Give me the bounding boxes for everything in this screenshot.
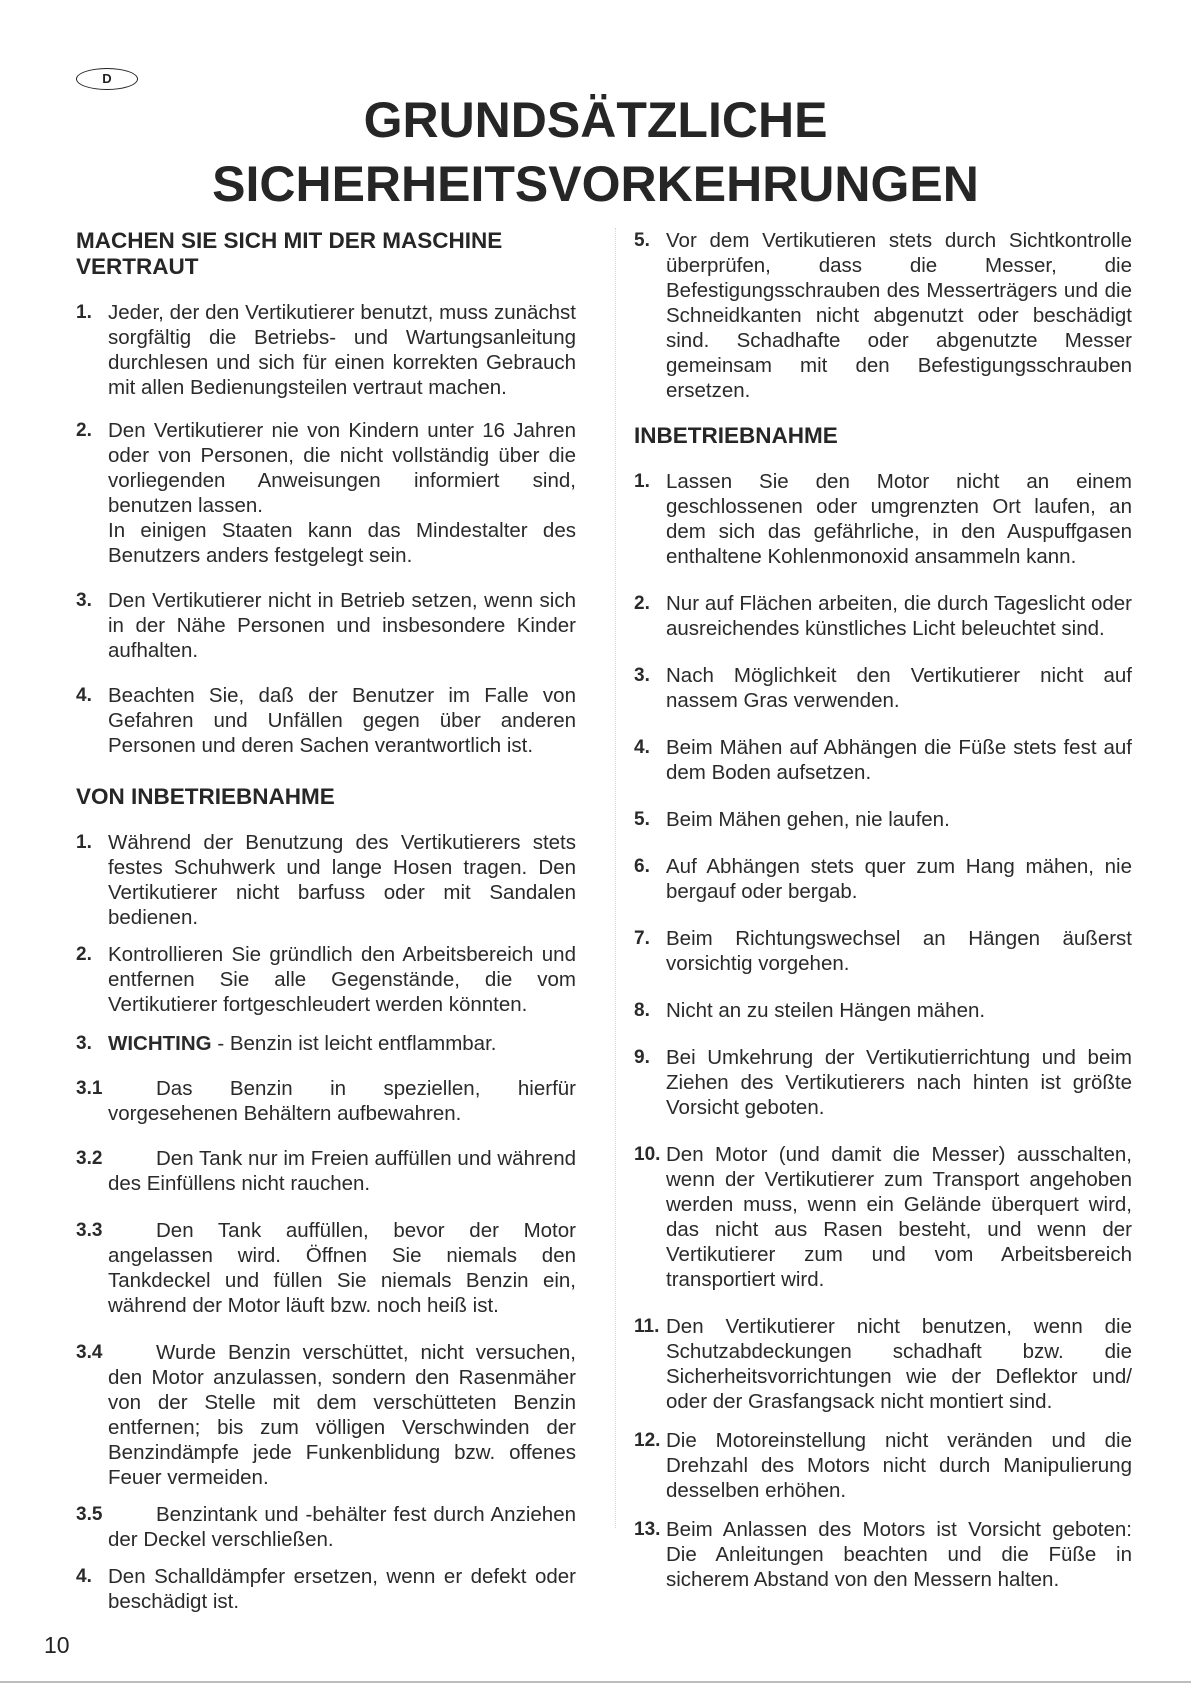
item-text: Nach Möglichkeit den Vertikutierer nicht auf nassem Gras verwenden.: [666, 664, 1132, 712]
item-text: Jeder, der den Vertikutierer benutzt, muss zunächst sorgfältig die Betriebs- und Wartungsanleitung durchlesen und sich für einen korrekten Gebrauch mit allen Bedienungsteilen vertraut machen.: [108, 301, 576, 399]
item-number: 9.: [634, 1047, 650, 1068]
list-item: [634, 228, 1132, 403]
list-item: [76, 300, 576, 400]
list-item: [76, 1031, 576, 1056]
list-item: [76, 1340, 576, 1490]
item-text: - Benzin ist leicht entflammbar.: [211, 1032, 497, 1055]
item-text: Beim Richtungswechsel an Hängen äußerst vorsichtig vorgehen.: [666, 927, 1132, 975]
list-item: [634, 591, 1132, 641]
list-item: [76, 1564, 576, 1614]
list-item: [634, 1314, 1132, 1414]
item-text: Benzintank und -behälter fest durch Anziehen der Deckel verschließen.: [108, 1503, 576, 1551]
list-item: [76, 942, 576, 1017]
list-item: [634, 1142, 1132, 1292]
item-text: Den Tank nur im Freien auffüllen und während des Einfüllens nicht rauchen.: [108, 1147, 576, 1195]
list-item: [634, 926, 1132, 976]
list-item: [634, 469, 1132, 569]
item-number: 1.: [634, 471, 650, 492]
item-text: Wurde Benzin verschüttet, nicht versuchen, den Motor anzulassen, sondern den Rasenmäher von der Stelle mit dem verschütteten Benzin entfernen; bis zum völligen Verschwinden der Benzindämpfe jede Funkenblidung bzw. offenes Feuer vermeiden.: [108, 1341, 576, 1489]
item-text: Nur auf Flächen arbeiten, die durch Tageslicht oder ausreichendes künstliches Licht beleuchtet sind.: [666, 592, 1132, 640]
list-item: [634, 1428, 1132, 1503]
list-item: [76, 588, 576, 663]
item-number: 4.: [76, 1566, 92, 1587]
item-number: 5.: [634, 230, 650, 251]
list-item: [634, 807, 1132, 832]
item-number: 11.: [634, 1316, 660, 1337]
item-text: Den Vertikutierer nie von Kindern unter 16 Jahren oder von Personen, die nicht vollständig über die vorliegenden Anweisungen informiert sind, benutzen lassen.: [108, 419, 576, 517]
item-number: 1.: [76, 302, 92, 323]
item-text: Während der Benutzung des Vertikutierers stets festes Schuhwerk und lange Hosen tragen. Den Vertikutierer nicht barfuss oder mit Sandalen bedienen.: [108, 831, 576, 929]
item-number: 3.1: [76, 1078, 103, 1099]
list-item: [634, 735, 1132, 785]
page-title: [0, 88, 1191, 216]
list-item: [76, 1218, 576, 1318]
item-note: In einigen Staaten kann das Mindestalter des Benutzers anders festgelegt sein.: [108, 519, 576, 567]
section-heading-before-operation: VON INBETRIEBNAHME: [76, 784, 335, 809]
right-column: [634, 228, 1132, 1612]
page-number: 10: [44, 1632, 70, 1658]
item-number: 6.: [634, 856, 650, 877]
item-number: 2.: [634, 593, 650, 614]
list-item: [634, 854, 1132, 904]
item-number: 2.: [76, 420, 92, 441]
item-number: 8.: [634, 1000, 650, 1021]
list-item: [76, 1076, 576, 1126]
item-text: Den Motor (und damit die Messer) ausschalten, wenn der Vertikutierer zum Transport angehoben werden muss, wenn ein Gelände überquert wird, das nicht aus Rasen besteht, und wenn der Vertikutierer zum und vom Arbeitsbereich transportiert wird.: [666, 1143, 1132, 1291]
item-text: Die Motoreinstellung nicht veränden und die Drehzahl des Motors nicht durch Manipulierung desselben erhöhen.: [666, 1429, 1132, 1502]
item-number: 1.: [76, 832, 92, 853]
item-number: 3.2: [76, 1148, 103, 1169]
item-text: Den Tank auffüllen, bevor der Motor angelassen wird. Öffnen Sie niemals den Tankdeckel und füllen Sie niemals Benzin ein, während der Motor läuft bzw. noch heiß ist.: [108, 1219, 576, 1317]
section-heading-familiarize: MACHEN SIE SICH MIT DER MASCHINE VERTRAUT: [76, 228, 503, 279]
list-item: [634, 998, 1132, 1023]
title-line-1: GRUNDSÄTZLICHE: [363, 92, 828, 148]
item-number: 7.: [634, 928, 650, 949]
item-number: 3.4: [76, 1342, 103, 1363]
item-text: Den Vertikutierer nicht in Betrieb setzen, wenn sich in der Nähe Personen und insbesondere Kinder aufhalten.: [108, 589, 576, 662]
list-item: [76, 418, 576, 568]
item-number: 4.: [634, 737, 650, 758]
item-text: Den Schalldämpfer ersetzen, wenn er defekt oder beschädigt ist.: [108, 1565, 576, 1613]
item-number: 2.: [76, 944, 92, 965]
item-text: Lassen Sie den Motor nicht an einem geschlossenen oder umgrenzten Ort laufen, an dem sich das gefährliche, in den Auspuffgasen enthaltene Kohlenmonoxid ansammeln kann.: [666, 470, 1132, 568]
item-text: Den Vertikutierer nicht benutzen, wenn die Schutzabdeckungen schadhaft bzw. die Sicherheitsvorrichtungen wie der Deflektor und/ oder der Grasfangsack nicht montiert sind.: [666, 1315, 1132, 1413]
item-number: 4.: [76, 685, 92, 706]
list-item: [76, 1502, 576, 1552]
item-number: 13.: [634, 1519, 661, 1540]
item-number: 10.: [634, 1144, 661, 1165]
item-number: 3.3: [76, 1220, 103, 1241]
list-item: [76, 830, 576, 930]
item-number: 3.: [76, 1033, 92, 1054]
warning-label: WICHTING: [108, 1032, 212, 1055]
item-text: Beim Anlassen des Motors ist Vorsicht geboten: Die Anleitungen beachten und die Füße in sicherem Abstand von den Messern halten.: [666, 1518, 1132, 1591]
list-item: [634, 1045, 1132, 1120]
list-item: [76, 683, 576, 758]
item-text: Beim Mähen auf Abhängen die Füße stets fest auf dem Boden aufsetzen.: [666, 736, 1132, 784]
item-number: 3.: [634, 665, 650, 686]
item-text: Beim Mähen gehen, nie laufen.: [666, 808, 950, 831]
list-item: [76, 1146, 576, 1196]
item-text: Auf Abhängen stets quer zum Hang mähen, nie bergauf oder bergab.: [666, 855, 1132, 903]
item-text: Beachten Sie, daß der Benutzer im Falle von Gefahren und Unfällen gegen über anderen Personen und deren Sachen verantwortlich ist.: [108, 684, 576, 757]
list-item: [634, 663, 1132, 713]
language-badge: D: [76, 68, 138, 90]
bottom-edge-line: [0, 1681, 1191, 1683]
left-column: [76, 228, 576, 1634]
list-item: [634, 1517, 1132, 1592]
item-number: 3.: [76, 590, 92, 611]
item-text: Das Benzin in speziellen, hierfür vorgesehenen Behältern aufbewahren.: [108, 1077, 576, 1125]
section-heading-operation: INBETRIEBNAHME: [634, 423, 838, 448]
column-divider: [615, 228, 616, 1528]
item-number: 3.5: [76, 1504, 103, 1525]
item-text: Nicht an zu steilen Hängen mähen.: [666, 999, 986, 1022]
item-text: Vor dem Vertikutieren stets durch Sichtkontrolle überprüfen, dass die Messer, die Befestigungsschrauben des Messerträgers und die Schneidkanten nicht abgenutzt oder beschädigt sind. Schadhafte oder abgenutzte Messer gemeinsam mit den Befestigungsschrauben ersetzen.: [666, 229, 1132, 402]
title-line-2: SICHERHEITSVORKEHRUNGEN: [212, 156, 979, 212]
item-text: Kontrollieren Sie gründlich den Arbeitsbereich und entfernen Sie alle Gegenstände, die vom Vertikutierer fortgeschleudert werden könnten.: [108, 943, 576, 1016]
item-text: Bei Umkehrung der Vertikutierrichtung und beim Ziehen des Vertikutierers nach hinten ist größte Vorsicht geboten.: [666, 1046, 1132, 1119]
item-number: 5.: [634, 809, 650, 830]
item-number: 12.: [634, 1430, 661, 1451]
